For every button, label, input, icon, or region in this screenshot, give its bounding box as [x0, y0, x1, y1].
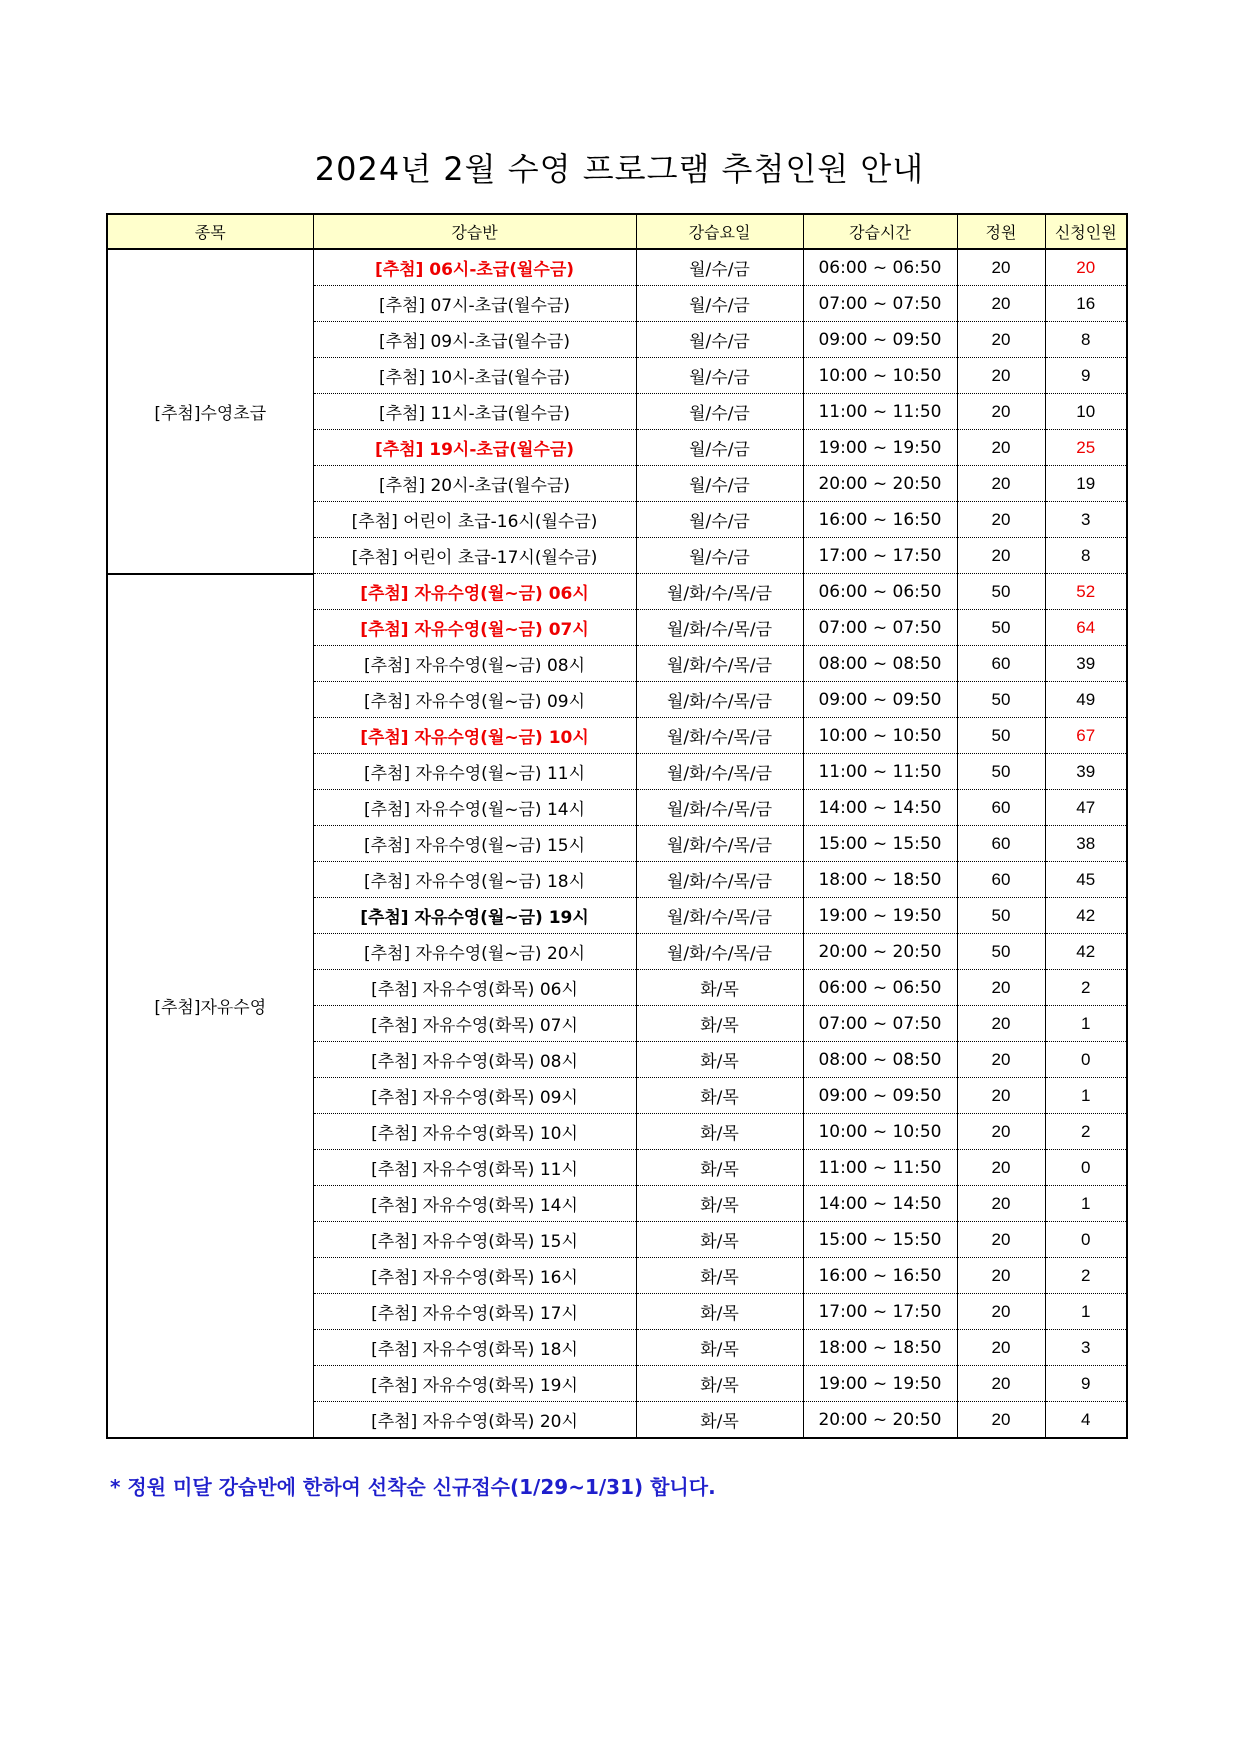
applicants-cell: 1	[1045, 1078, 1127, 1114]
time-cell: 10:00 ~ 10:50	[803, 718, 957, 754]
days-cell: 화/목	[636, 1366, 803, 1402]
days-cell: 화/목	[636, 1186, 803, 1222]
days-cell: 월/화/수/목/금	[636, 826, 803, 862]
applicants-cell: 9	[1045, 358, 1127, 394]
class-cell: [추첨] 자유수영(화목) 16시	[313, 1258, 636, 1294]
applicants-cell: 42	[1045, 934, 1127, 970]
days-cell: 월/화/수/목/금	[636, 646, 803, 682]
time-cell: 10:00 ~ 10:50	[803, 1114, 957, 1150]
time-cell: 11:00 ~ 11:50	[803, 394, 957, 430]
days-cell: 월/화/수/목/금	[636, 790, 803, 826]
time-cell: 15:00 ~ 15:50	[803, 826, 957, 862]
table-row	[107, 249, 1127, 286]
class-cell: [추첨] 자유수영(월~금) 10시	[313, 718, 636, 754]
capacity-cell: 20	[957, 249, 1045, 286]
class-cell: [추첨] 자유수영(월~금) 19시	[313, 898, 636, 934]
days-cell: 화/목	[636, 1402, 803, 1439]
capacity-cell: 20	[957, 1258, 1045, 1294]
time-cell: 14:00 ~ 14:50	[803, 790, 957, 826]
days-cell: 월/화/수/목/금	[636, 718, 803, 754]
schedule-table	[106, 213, 1128, 1439]
time-cell: 16:00 ~ 16:50	[803, 1258, 957, 1294]
days-cell: 월/수/금	[636, 430, 803, 466]
capacity-cell: 20	[957, 430, 1045, 466]
time-cell: 17:00 ~ 17:50	[803, 538, 957, 574]
applicants-cell: 3	[1045, 1330, 1127, 1366]
applicants-cell: 20	[1045, 249, 1127, 286]
applicants-cell: 1	[1045, 1294, 1127, 1330]
capacity-cell: 50	[957, 682, 1045, 718]
class-cell: [추첨] 자유수영(월~금) 14시	[313, 790, 636, 826]
capacity-cell: 20	[957, 286, 1045, 322]
time-cell: 09:00 ~ 09:50	[803, 1078, 957, 1114]
header-class: 강습반	[313, 214, 636, 249]
class-cell: [추첨] 11시-초급(월수금)	[313, 394, 636, 430]
applicants-cell: 8	[1045, 322, 1127, 358]
class-cell: [추첨] 06시-초급(월수금)	[313, 249, 636, 286]
time-cell: 08:00 ~ 08:50	[803, 646, 957, 682]
capacity-cell: 20	[957, 466, 1045, 502]
applicants-cell: 39	[1045, 754, 1127, 790]
class-cell: [추첨] 자유수영(월~금) 15시	[313, 826, 636, 862]
applicants-cell: 39	[1045, 646, 1127, 682]
header-applicants: 신청인원	[1045, 214, 1127, 249]
class-cell: [추첨] 자유수영(월~금) 11시	[313, 754, 636, 790]
class-cell: [추첨] 자유수영(월~금) 06시	[313, 574, 636, 610]
days-cell: 화/목	[636, 1294, 803, 1330]
capacity-cell: 50	[957, 898, 1045, 934]
header-capacity: 정원	[957, 214, 1045, 249]
applicants-cell: 52	[1045, 574, 1127, 610]
class-cell: [추첨] 07시-초급(월수금)	[313, 286, 636, 322]
capacity-cell: 50	[957, 574, 1045, 610]
capacity-cell: 20	[957, 1294, 1045, 1330]
applicants-cell: 1	[1045, 1186, 1127, 1222]
applicants-cell: 49	[1045, 682, 1127, 718]
class-cell: [추첨] 자유수영(화목) 10시	[313, 1114, 636, 1150]
capacity-cell: 20	[957, 322, 1045, 358]
class-cell: [추첨] 자유수영(화목) 18시	[313, 1330, 636, 1366]
time-cell: 07:00 ~ 07:50	[803, 1006, 957, 1042]
time-cell: 06:00 ~ 06:50	[803, 970, 957, 1006]
applicants-cell: 9	[1045, 1366, 1127, 1402]
applicants-cell: 67	[1045, 718, 1127, 754]
class-cell: [추첨] 자유수영(월~금) 18시	[313, 862, 636, 898]
class-cell: [추첨] 자유수영(월~금) 07시	[313, 610, 636, 646]
time-cell: 07:00 ~ 07:50	[803, 610, 957, 646]
class-cell: [추첨] 자유수영(화목) 19시	[313, 1366, 636, 1402]
applicants-cell: 47	[1045, 790, 1127, 826]
class-cell: [추첨] 10시-초급(월수금)	[313, 358, 636, 394]
days-cell: 화/목	[636, 1258, 803, 1294]
class-cell: [추첨] 09시-초급(월수금)	[313, 322, 636, 358]
capacity-cell: 50	[957, 754, 1045, 790]
time-cell: 19:00 ~ 19:50	[803, 430, 957, 466]
capacity-cell: 20	[957, 538, 1045, 574]
time-cell: 19:00 ~ 19:50	[803, 1366, 957, 1402]
class-cell: [추첨] 자유수영(화목) 06시	[313, 970, 636, 1006]
class-cell: [추첨] 자유수영(화목) 11시	[313, 1150, 636, 1186]
time-cell: 09:00 ~ 09:50	[803, 322, 957, 358]
class-cell: [추첨] 자유수영(화목) 20시	[313, 1402, 636, 1439]
capacity-cell: 20	[957, 970, 1045, 1006]
time-cell: 18:00 ~ 18:50	[803, 1330, 957, 1366]
capacity-cell: 60	[957, 646, 1045, 682]
capacity-cell: 20	[957, 1330, 1045, 1366]
capacity-cell: 60	[957, 826, 1045, 862]
applicants-cell: 3	[1045, 502, 1127, 538]
time-cell: 20:00 ~ 20:50	[803, 934, 957, 970]
days-cell: 월/수/금	[636, 538, 803, 574]
days-cell: 화/목	[636, 1150, 803, 1186]
time-cell: 19:00 ~ 19:50	[803, 898, 957, 934]
days-cell: 월/화/수/목/금	[636, 610, 803, 646]
time-cell: 09:00 ~ 09:50	[803, 682, 957, 718]
applicants-cell: 0	[1045, 1222, 1127, 1258]
footnote: * 정원 미달 강습반에 한하여 선착순 신규접수(1/29~1/31) 합니다.	[110, 1475, 716, 1499]
header-days: 강습요일	[636, 214, 803, 249]
days-cell: 월/수/금	[636, 322, 803, 358]
days-cell: 화/목	[636, 1222, 803, 1258]
class-cell: [추첨] 19시-초급(월수금)	[313, 430, 636, 466]
class-cell: [추첨] 자유수영(화목) 08시	[313, 1042, 636, 1078]
applicants-cell: 2	[1045, 1114, 1127, 1150]
class-cell: [추첨] 20시-초급(월수금)	[313, 466, 636, 502]
days-cell: 화/목	[636, 1006, 803, 1042]
time-cell: 11:00 ~ 11:50	[803, 754, 957, 790]
class-cell: [추첨] 자유수영(월~금) 09시	[313, 682, 636, 718]
applicants-cell: 19	[1045, 466, 1127, 502]
time-cell: 20:00 ~ 20:50	[803, 466, 957, 502]
capacity-cell: 20	[957, 502, 1045, 538]
applicants-cell: 10	[1045, 394, 1127, 430]
applicants-cell: 2	[1045, 970, 1127, 1006]
capacity-cell: 60	[957, 790, 1045, 826]
capacity-cell: 20	[957, 1366, 1045, 1402]
time-cell: 06:00 ~ 06:50	[803, 574, 957, 610]
class-cell: [추첨] 자유수영(화목) 17시	[313, 1294, 636, 1330]
time-cell: 08:00 ~ 08:50	[803, 1042, 957, 1078]
days-cell: 월/화/수/목/금	[636, 862, 803, 898]
applicants-cell: 0	[1045, 1150, 1127, 1186]
category-cell: [추첨]자유수영	[107, 574, 313, 1439]
days-cell: 화/목	[636, 1042, 803, 1078]
time-cell: 10:00 ~ 10:50	[803, 358, 957, 394]
time-cell: 07:00 ~ 07:50	[803, 286, 957, 322]
capacity-cell: 20	[957, 1114, 1045, 1150]
class-cell: [추첨] 어린이 초급-16시(월수금)	[313, 502, 636, 538]
applicants-cell: 38	[1045, 826, 1127, 862]
applicants-cell: 45	[1045, 862, 1127, 898]
days-cell: 월/수/금	[636, 249, 803, 286]
capacity-cell: 20	[957, 1222, 1045, 1258]
days-cell: 월/화/수/목/금	[636, 934, 803, 970]
capacity-cell: 50	[957, 934, 1045, 970]
class-cell: [추첨] 자유수영(화목) 07시	[313, 1006, 636, 1042]
capacity-cell: 20	[957, 1186, 1045, 1222]
capacity-cell: 20	[957, 1402, 1045, 1439]
applicants-cell: 0	[1045, 1042, 1127, 1078]
class-cell: [추첨] 자유수영(화목) 09시	[313, 1078, 636, 1114]
time-cell: 11:00 ~ 11:50	[803, 1150, 957, 1186]
time-cell: 15:00 ~ 15:50	[803, 1222, 957, 1258]
table-row	[107, 574, 1127, 610]
capacity-cell: 50	[957, 610, 1045, 646]
class-cell: [추첨] 자유수영(화목) 15시	[313, 1222, 636, 1258]
days-cell: 월/화/수/목/금	[636, 754, 803, 790]
class-cell: [추첨] 자유수영(월~금) 20시	[313, 934, 636, 970]
capacity-cell: 60	[957, 862, 1045, 898]
capacity-cell: 20	[957, 394, 1045, 430]
time-cell: 06:00 ~ 06:50	[803, 249, 957, 286]
capacity-cell: 20	[957, 358, 1045, 394]
capacity-cell: 50	[957, 718, 1045, 754]
applicants-cell: 42	[1045, 898, 1127, 934]
time-cell: 16:00 ~ 16:50	[803, 502, 957, 538]
days-cell: 월/수/금	[636, 502, 803, 538]
days-cell: 월/수/금	[636, 394, 803, 430]
capacity-cell: 20	[957, 1006, 1045, 1042]
applicants-cell: 4	[1045, 1402, 1127, 1439]
table-body	[107, 249, 1127, 1438]
days-cell: 월/수/금	[636, 358, 803, 394]
days-cell: 월/수/금	[636, 286, 803, 322]
days-cell: 화/목	[636, 1330, 803, 1366]
days-cell: 월/화/수/목/금	[636, 898, 803, 934]
applicants-cell: 8	[1045, 538, 1127, 574]
days-cell: 월/화/수/목/금	[636, 574, 803, 610]
time-cell: 20:00 ~ 20:50	[803, 1402, 957, 1439]
applicants-cell: 25	[1045, 430, 1127, 466]
applicants-cell: 1	[1045, 1006, 1127, 1042]
header-category: 종목	[107, 214, 313, 249]
table-header-row	[107, 214, 1127, 249]
time-cell: 14:00 ~ 14:50	[803, 1186, 957, 1222]
class-cell: [추첨] 자유수영(화목) 14시	[313, 1186, 636, 1222]
applicants-cell: 2	[1045, 1258, 1127, 1294]
category-cell: [추첨]수영초급	[107, 249, 313, 574]
days-cell: 화/목	[636, 1114, 803, 1150]
capacity-cell: 20	[957, 1042, 1045, 1078]
capacity-cell: 20	[957, 1078, 1045, 1114]
class-cell: [추첨] 어린이 초급-17시(월수금)	[313, 538, 636, 574]
applicants-cell: 16	[1045, 286, 1127, 322]
applicants-cell: 64	[1045, 610, 1127, 646]
time-cell: 18:00 ~ 18:50	[803, 862, 957, 898]
days-cell: 화/목	[636, 1078, 803, 1114]
capacity-cell: 20	[957, 1150, 1045, 1186]
time-cell: 17:00 ~ 17:50	[803, 1294, 957, 1330]
days-cell: 월/화/수/목/금	[636, 682, 803, 718]
class-cell: [추첨] 자유수영(월~금) 08시	[313, 646, 636, 682]
page-title: 2024년 2월 수영 프로그램 추첨인원 안내	[314, 150, 925, 188]
header-time: 강습시간	[803, 214, 957, 249]
days-cell: 월/수/금	[636, 466, 803, 502]
days-cell: 화/목	[636, 970, 803, 1006]
